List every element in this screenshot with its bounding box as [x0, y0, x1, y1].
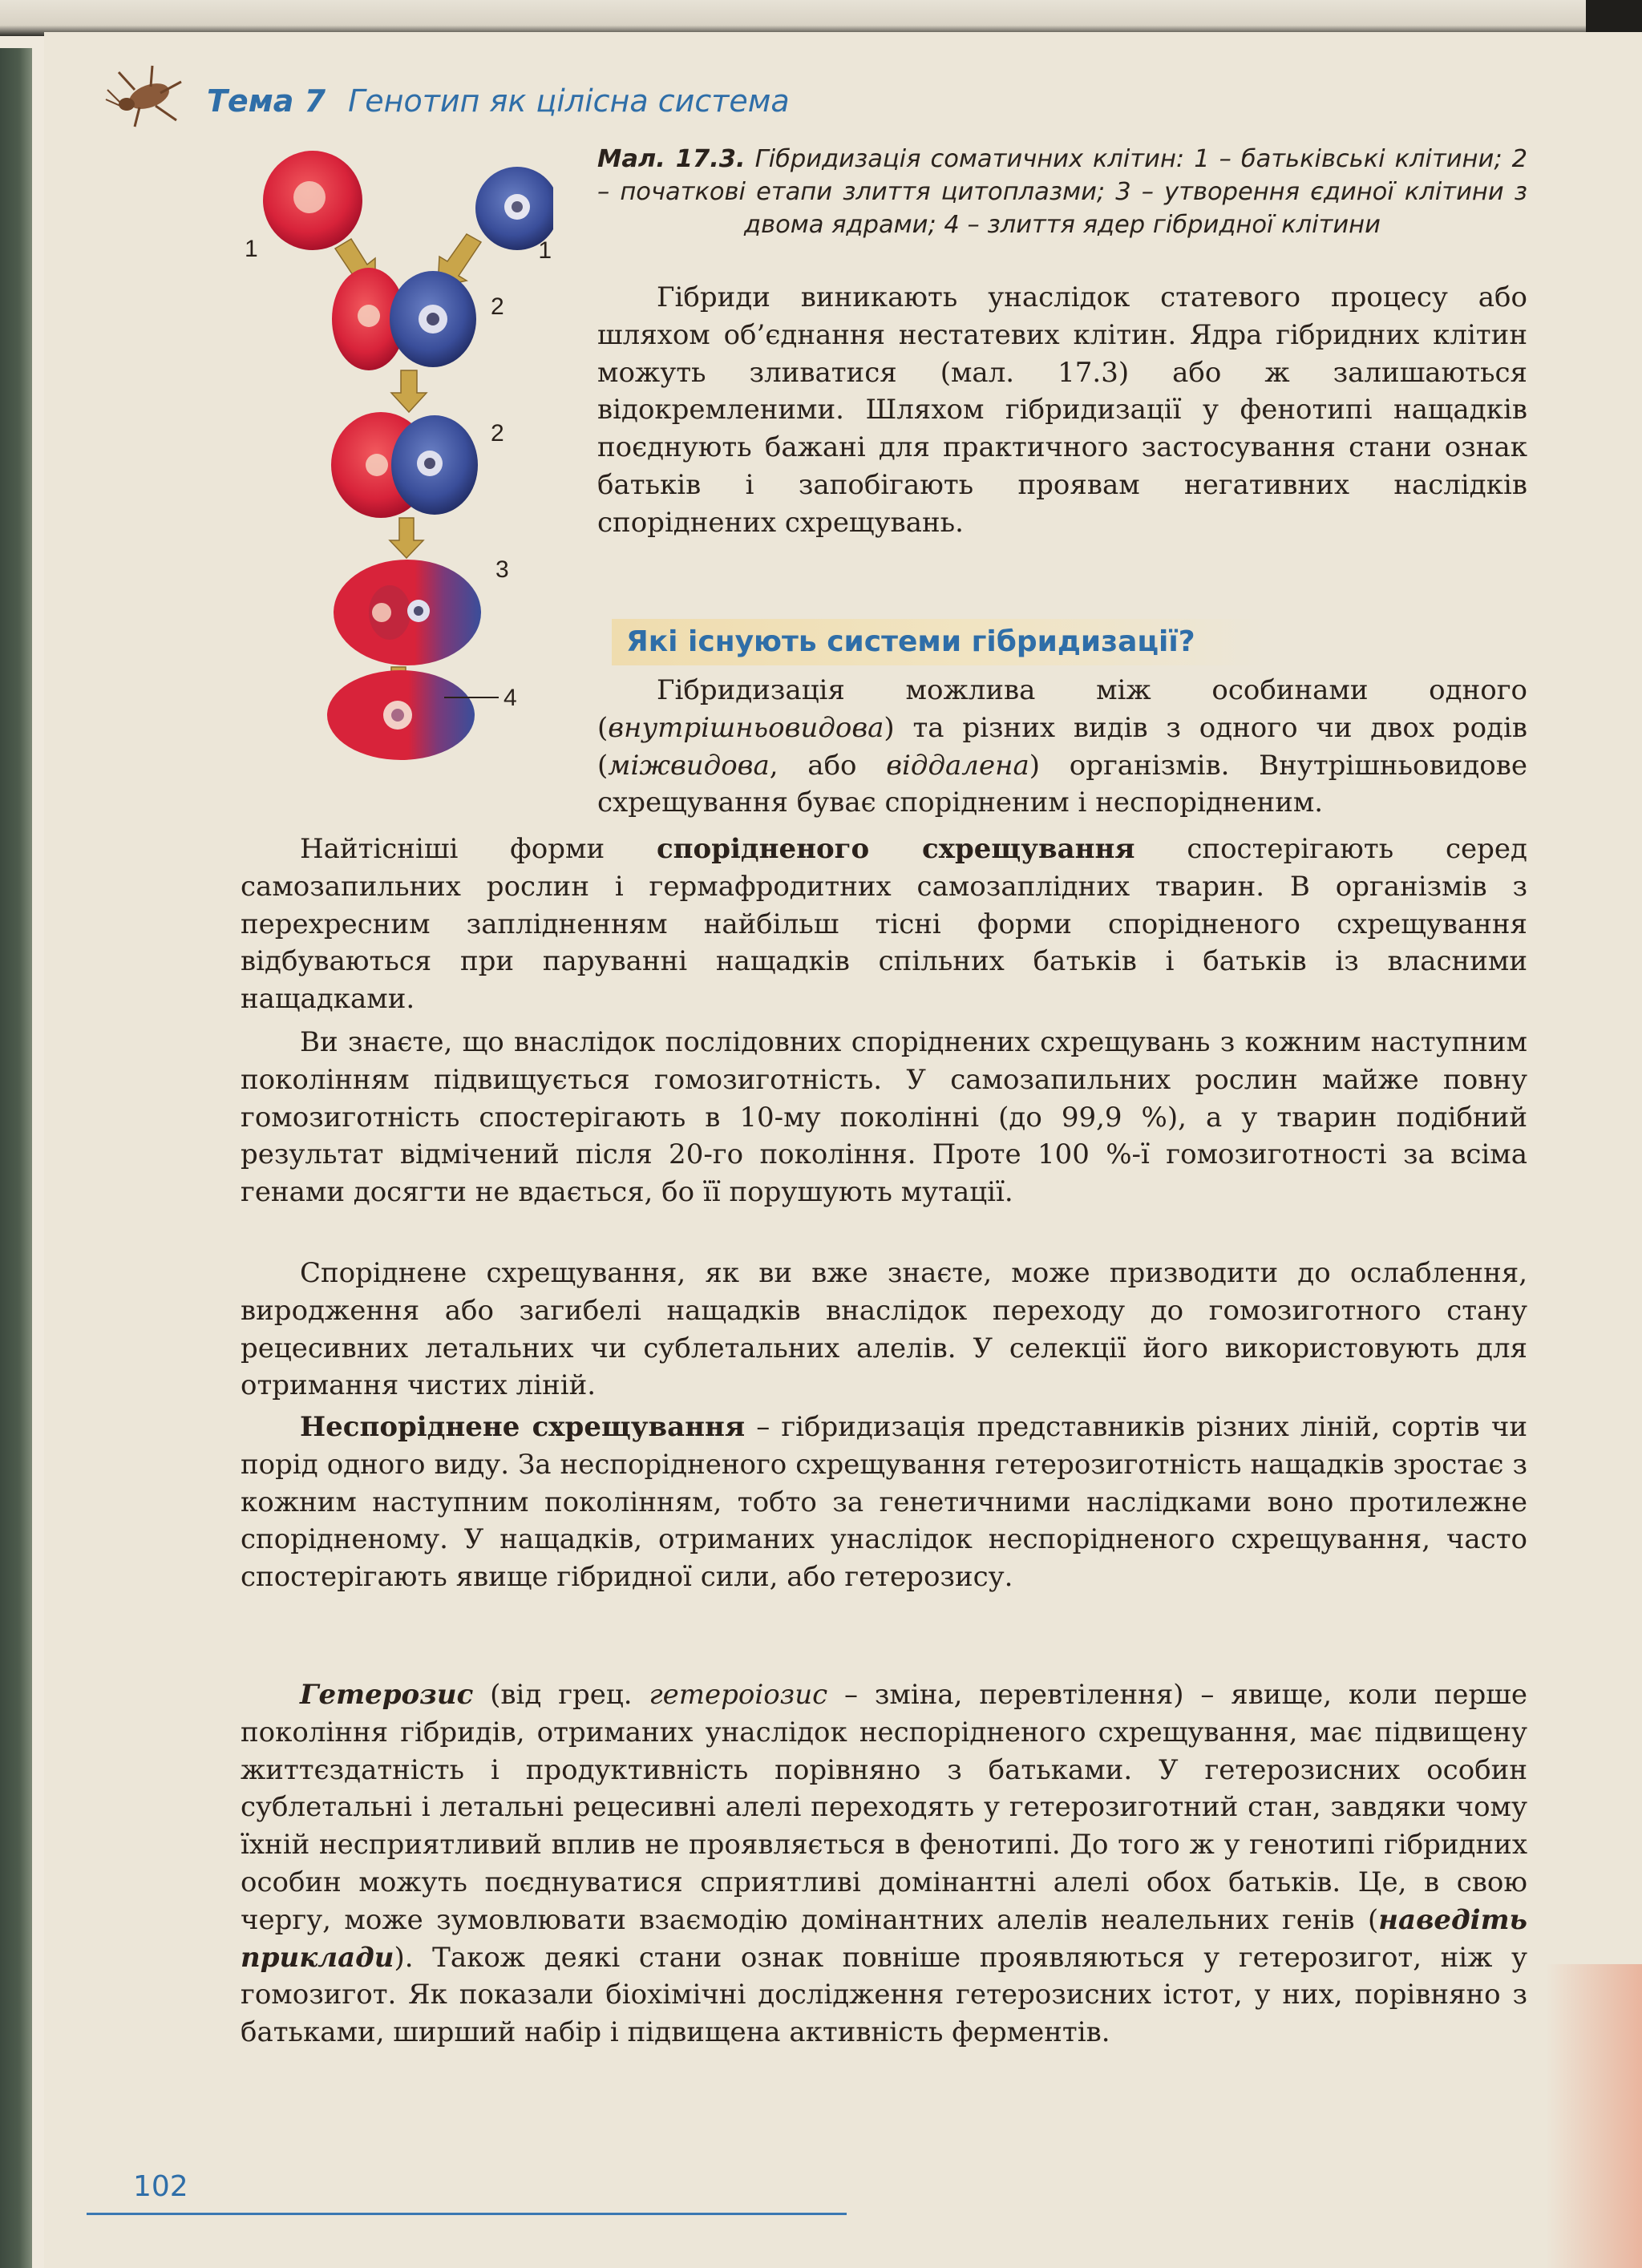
stage-2b-cells: [331, 412, 478, 518]
page-top-edge: [0, 0, 1642, 36]
text-run: – зміна, перевтілення) – явище, коли перше покоління гібридів, отриманих унаслідок неспорідненого схрещування, має підвищену життєздатність і продуктивність порівняно з батьками. У гетерозисних особин сублетальні і летальні рецесивні алелі переходять у гетерозиготний стан, завдяки чому їхній несприятливий вплив не проявляється в фенотипі. До того ж у генотипі гібридних особин можуть поєднуватися сприятливі домінантні алелі обох батьків. Це, в свою чергу, може зумовлювати взаємодію домінантних алелів неалельних генів (: [241, 1679, 1527, 1936]
paragraph-outbreeding: [241, 1409, 1527, 1596]
section-title: Які існують системи гібридизації?: [612, 619, 1268, 665]
term-distant: віддалена: [886, 749, 1029, 782]
hybridization-figure: [241, 144, 553, 762]
stage-4-cell: [327, 670, 475, 760]
stage-3-cell: [334, 560, 481, 665]
topic-number: Тема 7: [207, 83, 326, 119]
arrow-icon: [391, 370, 427, 412]
page-corner-shadow: [1586, 0, 1642, 32]
figure-label: 2: [491, 420, 504, 447]
term-inbreeding: спорідненого схрещування: [656, 833, 1135, 865]
text-run: , або: [769, 749, 887, 782]
prompt-examples: наведіть приклади: [241, 1903, 1527, 1974]
term-intraspecific: внутрішньовидова: [608, 711, 884, 744]
page-number: 102: [133, 2170, 188, 2203]
parent-cell-red: [263, 151, 362, 250]
arrow-icon: [390, 518, 423, 558]
paragraph-heterosis: [241, 1676, 1527, 2052]
text-run: (від грец.: [473, 1679, 649, 1711]
paragraph-hybridization-types: [597, 672, 1527, 822]
text-run: ) та різних видів з одного чи двох родів (: [597, 711, 1527, 782]
paragraph-inbreeding: [241, 831, 1527, 1018]
term-outbreeding: Неспоріднене схрещування: [300, 1411, 746, 1443]
topic-title: Генотип як цілісна система: [348, 83, 790, 119]
caption-text: Гібридизація соматичних клітин: 1 – батьківські клітини; 2 – початкові етапи злиття цитоплазми; 3 – утворення єдиної клітини з двома ядрами; 4 – злиття ядер гібридної клітини: [597, 145, 1527, 239]
caption-label: Мал. 17.3.: [597, 145, 746, 173]
text-run: спостерігають серед самозапильних рослин і гермафродитних самозаплідних тварин. В організмів з перехресним заплідненням найбільш тісні форми спорідненого схрещування відбуваються при паруванні нащадків спільних батьків і батьків із власними нащадками.: [241, 833, 1527, 1016]
chapter-header: [207, 83, 790, 119]
paragraph-inbreeding-effects: Споріднене схрещування, як ви вже знаєте, може призводити до ослаблення, виродження або загибелі нащадків внаслідок переходу до гомозиготного стану рецесивних летальних чи сублетальних алелів. У селекції його використовують для отримання чистих ліній.: [241, 1257, 1527, 1402]
stage-2-cells: [332, 268, 476, 370]
figure-label: 2: [491, 293, 504, 320]
footer-rule: [87, 2213, 847, 2215]
term-greek: гетероіозис: [649, 1679, 828, 1711]
page-edge-tint: [1546, 1964, 1642, 2268]
text-run: Гібридизація можлива між особинами одного (: [597, 674, 1527, 744]
paragraph-hybrids: Гібриди виникають унаслідок статевого процесу або шляхом об’єднання нестатевих клітин. Ядра гібридних клітин можуть зливатися (мал. 17.3) або ж залишаються відокремленими. Шляхом гібридизації у фенотипі нащадків поєднують бажані для практичного застосування стани ознак батьків і запобігають проявам негативних наслідків споріднених схрещувань.: [597, 281, 1527, 539]
paragraph-homozygosity: Ви знаєте, що внаслідок послідовних споріднених схрещувань з кожним наступним поколінням підвищується гомозиготність. У самозапильних рослин майже повну гомозиготність спостерігають в 10-му поколінні (до 99,9 %), а у тварин подібний результат відмічений після 20-го покоління. Проте 100 %-ї гомозиготності за всіма генами досягти не вдається, бо її порушують мутації.: [241, 1026, 1527, 1209]
text-run: Найтісніші форми: [300, 833, 657, 865]
figure-label: 3: [495, 556, 509, 583]
figure-label: 1: [245, 236, 258, 262]
figure-caption: [597, 143, 1527, 241]
term-interspecific: міжвидова: [608, 749, 770, 782]
book-spine-edge: [0, 48, 32, 2268]
term-heterosis: Гетерозис: [300, 1679, 474, 1711]
text-run: – гібридизація представників різних ліній, сортів чи порід одного виду. За неспорідненого схрещування гетерозиготність нащадків зростає з кожним наступним поколінням, тобто за генетичними наслідками воно протилежне спорідненому. У нащадків, отриманих унаслідок неспорідненого схрещування, часто спостерігають явище гібридної сили, або гетерозису.: [241, 1411, 1527, 1594]
figure-label: 4: [504, 685, 517, 711]
text-run: ) організмів. Внутрішньовидове схрещування буває спорідненим і неспорідненим.: [597, 749, 1527, 819]
text-run: ). Також деякі стани ознак повніше проявляються у гетерозигот, ніж у гомозигот. Як показали біохімічні дослідження гетерозисних істот, у них, порівняно з батьками, ширший набір і підвищена активність ферментів.: [241, 1941, 1527, 2049]
insect-icon: [103, 58, 191, 130]
figure-label: 1: [538, 237, 552, 264]
